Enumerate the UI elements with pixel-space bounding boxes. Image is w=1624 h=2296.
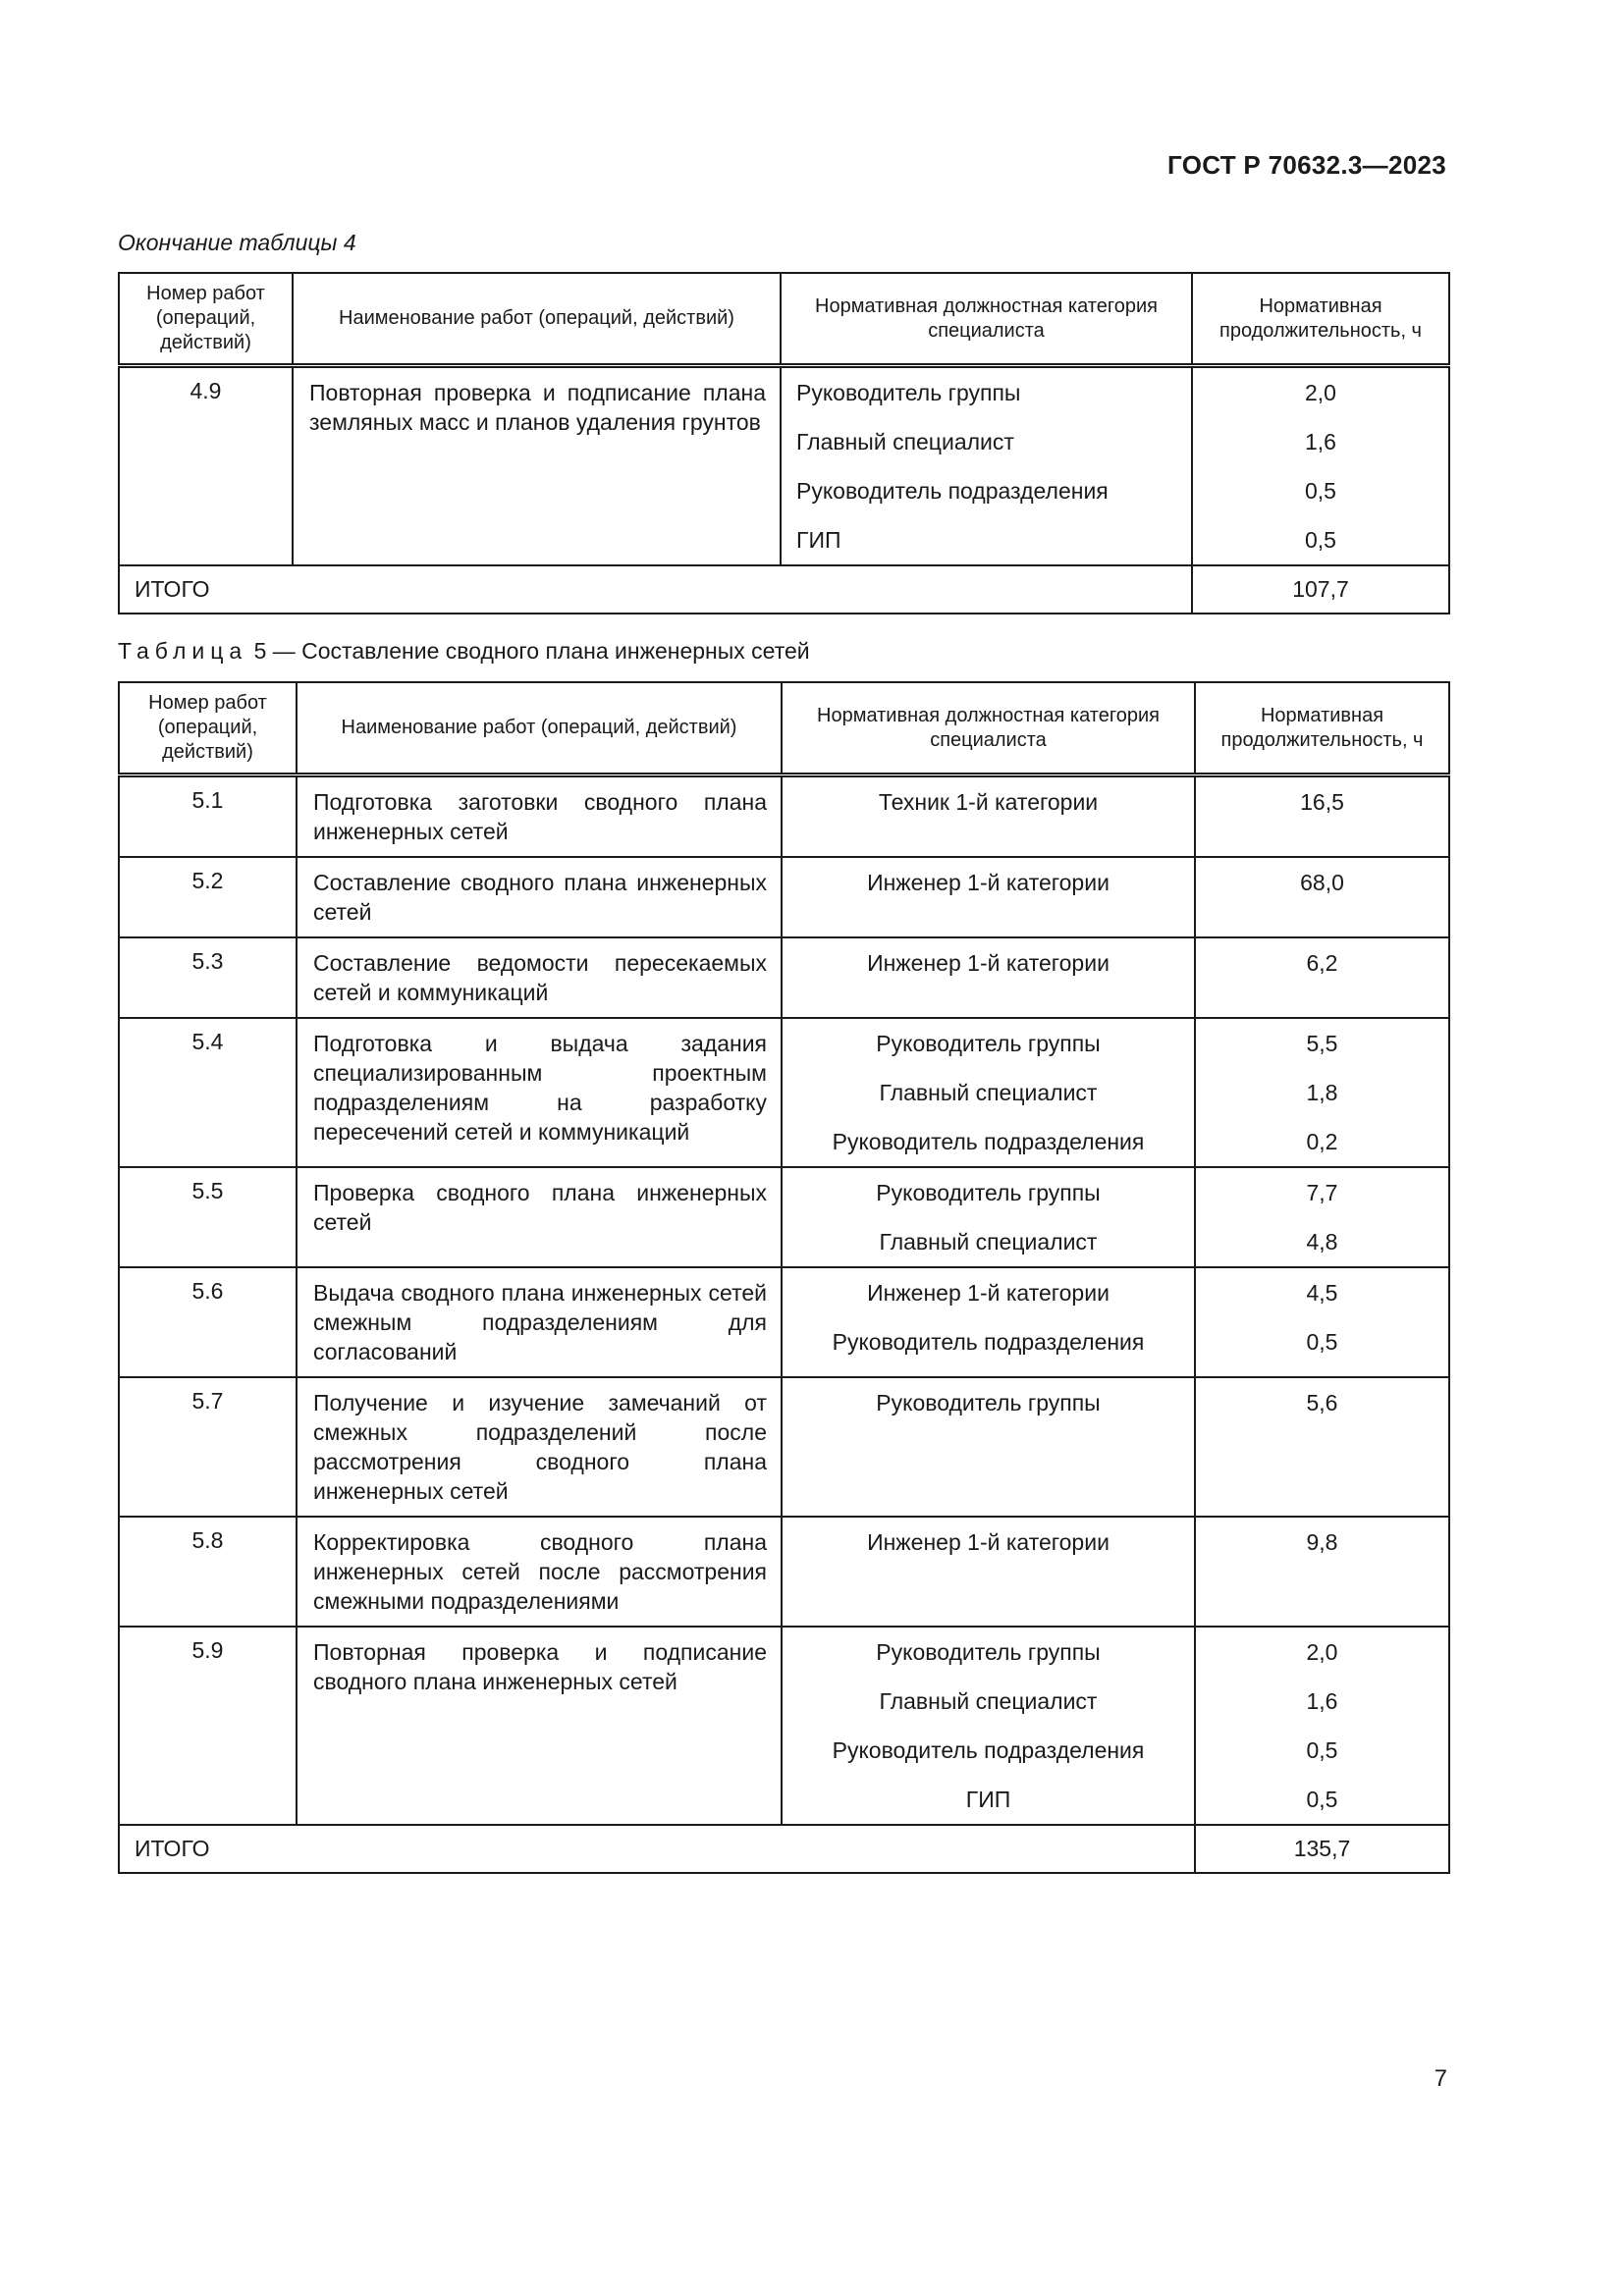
row-categories: [782, 1377, 1195, 1517]
table4-header-row: [119, 273, 1449, 366]
row-category: Руководитель группы: [876, 1639, 1101, 1665]
table-row: [119, 1267, 1449, 1377]
total-value: 107,7: [1192, 565, 1449, 614]
table-row: [119, 1377, 1449, 1517]
row-durations: [1195, 1267, 1449, 1377]
row-categories: [782, 1018, 1195, 1167]
table5-col-duration: Нормативная продолжительность, ч: [1195, 682, 1449, 775]
row-category: Руководитель группы: [876, 1180, 1101, 1205]
row-duration: 0,5: [1305, 527, 1336, 553]
row-duration: 0,5: [1305, 478, 1336, 504]
table-row: [119, 1018, 1449, 1167]
row-durations: [1195, 1517, 1449, 1627]
document-code: ГОСТ Р 70632.3—2023: [1167, 150, 1446, 180]
total-label: ИТОГО: [119, 565, 1192, 614]
table5-caption-prefix: Таблица: [118, 638, 248, 664]
row-duration: 68,0: [1300, 870, 1344, 895]
row-duration: 5,5: [1306, 1031, 1338, 1056]
total-label: ИТОГО: [119, 1825, 1195, 1873]
row-duration: 0,5: [1306, 1737, 1338, 1763]
row-category: Главный специалист: [879, 1229, 1098, 1255]
row-number: 5.6: [119, 1267, 297, 1377]
table-row: [119, 1167, 1449, 1267]
row-number: 5.9: [119, 1627, 297, 1825]
table4-total-row: [119, 565, 1449, 614]
row-number: 5.4: [119, 1018, 297, 1167]
row-category: Инженер 1-й категории: [867, 870, 1110, 895]
row-category: Техник 1-й категории: [878, 789, 1099, 815]
row-number: 5.5: [119, 1167, 297, 1267]
row-category: Главный специалист: [879, 1688, 1098, 1714]
row-categories: [782, 1517, 1195, 1627]
table4: [118, 272, 1450, 614]
row-categories: [782, 857, 1195, 937]
row-work: Подготовка и выдача задания специализированным проектным подразделениям на разработку пересечений сетей и коммуникаций: [297, 1018, 782, 1167]
table4-col-category: Нормативная должностная категория специалиста: [781, 273, 1192, 366]
table4-col-number: Номер работ (операций, действий): [119, 273, 293, 366]
row-duration: 7,7: [1306, 1180, 1338, 1205]
row-durations: [1195, 1167, 1449, 1267]
row-duration: 0,5: [1306, 1329, 1338, 1355]
row-number: 5.7: [119, 1377, 297, 1517]
row-duration: 1,8: [1306, 1080, 1338, 1105]
row-category: Руководитель группы: [876, 1031, 1101, 1056]
row-duration: 1,6: [1306, 1688, 1338, 1714]
row-durations: [1195, 857, 1449, 937]
row-number: 5.1: [119, 775, 297, 858]
row-category: Руководитель группы: [876, 1390, 1101, 1415]
row-duration: 4,5: [1306, 1280, 1338, 1306]
table-row: [119, 1627, 1449, 1825]
page-number: 7: [1434, 2065, 1447, 2092]
row-category: Инженер 1-й категории: [867, 1529, 1110, 1555]
row-work: Подготовка заготовки сводного плана инженерных сетей: [297, 775, 782, 858]
row-duration: 16,5: [1300, 789, 1344, 815]
row-work: Получение и изучение замечаний от смежных подразделений после рассмотрения сводного плана инженерных сетей: [297, 1377, 782, 1517]
row-category: Инженер 1-й категории: [867, 950, 1110, 976]
table-row: [119, 366, 1449, 566]
row-category: Руководитель группы: [796, 380, 1021, 405]
row-category: Инженер 1-й категории: [867, 1280, 1110, 1306]
row-number: 5.8: [119, 1517, 297, 1627]
row-categories: [782, 1167, 1195, 1267]
row-work: Корректировка сводного плана инженерных сетей после рассмотрения смежными подразделениями: [297, 1517, 782, 1627]
row-number: 5.3: [119, 937, 297, 1018]
row-duration: 2,0: [1306, 1639, 1338, 1665]
row-duration: 4,8: [1306, 1229, 1338, 1255]
table5: [118, 681, 1450, 1874]
row-category: Руководитель подразделения: [832, 1737, 1145, 1763]
row-durations: [1195, 1018, 1449, 1167]
table5-caption-title: 5 — Составление сводного плана инженерных сетей: [253, 638, 810, 664]
table5-caption: [118, 638, 810, 665]
table4-caption: Окончание таблицы 4: [118, 230, 356, 255]
table4-col-duration: Нормативная продолжительность, ч: [1192, 273, 1449, 366]
table5-header-row: [119, 682, 1449, 775]
total-value: 135,7: [1195, 1825, 1449, 1873]
table-row: [119, 857, 1449, 937]
row-duration: 6,2: [1306, 950, 1338, 976]
row-category: Главный специалист: [879, 1080, 1098, 1105]
table-row: [119, 937, 1449, 1018]
row-work: Повторная проверка и подписание плана земляных масс и планов удаления грунтов: [293, 366, 781, 566]
row-work: Проверка сводного плана инженерных сетей: [297, 1167, 782, 1267]
row-duration: 1,6: [1305, 429, 1336, 454]
row-durations: [1195, 937, 1449, 1018]
row-work: Составление сводного плана инженерных сетей: [297, 857, 782, 937]
table5-col-category: Нормативная должностная категория специалиста: [782, 682, 1195, 775]
row-category: Главный специалист: [796, 429, 1014, 454]
table5-total-row: [119, 1825, 1449, 1873]
table-row: [119, 775, 1449, 858]
row-durations: [1195, 1377, 1449, 1517]
row-duration: 2,0: [1305, 380, 1336, 405]
row-duration: 0,2: [1306, 1129, 1338, 1154]
row-work: Выдача сводного плана инженерных сетей смежным подразделениям для согласований: [297, 1267, 782, 1377]
row-categories: [782, 1627, 1195, 1825]
row-number: 4.9: [119, 366, 293, 566]
row-durations: [1192, 366, 1449, 566]
row-category: Руководитель подразделения: [796, 478, 1109, 504]
row-work: Составление ведомости пересекаемых сетей и коммуникаций: [297, 937, 782, 1018]
row-categories: [782, 1267, 1195, 1377]
row-number: 5.2: [119, 857, 297, 937]
row-work: Повторная проверка и подписание сводного плана инженерных сетей: [297, 1627, 782, 1825]
table5-col-number: Номер работ (операций, действий): [119, 682, 297, 775]
row-category: ГИП: [965, 1787, 1011, 1812]
row-duration: 9,8: [1306, 1529, 1338, 1555]
table4-col-work: Наименование работ (операций, действий): [293, 273, 781, 366]
row-durations: [1195, 775, 1449, 858]
row-category: Руководитель подразделения: [832, 1329, 1145, 1355]
row-category: ГИП: [796, 527, 841, 553]
table5-col-work: Наименование работ (операций, действий): [297, 682, 782, 775]
row-categories: [782, 937, 1195, 1018]
row-duration: 0,5: [1306, 1787, 1338, 1812]
row-category: Руководитель подразделения: [832, 1129, 1145, 1154]
table-row: [119, 1517, 1449, 1627]
row-durations: [1195, 1627, 1449, 1825]
row-categories: [782, 775, 1195, 858]
row-categories: [781, 366, 1192, 566]
row-duration: 5,6: [1306, 1390, 1338, 1415]
